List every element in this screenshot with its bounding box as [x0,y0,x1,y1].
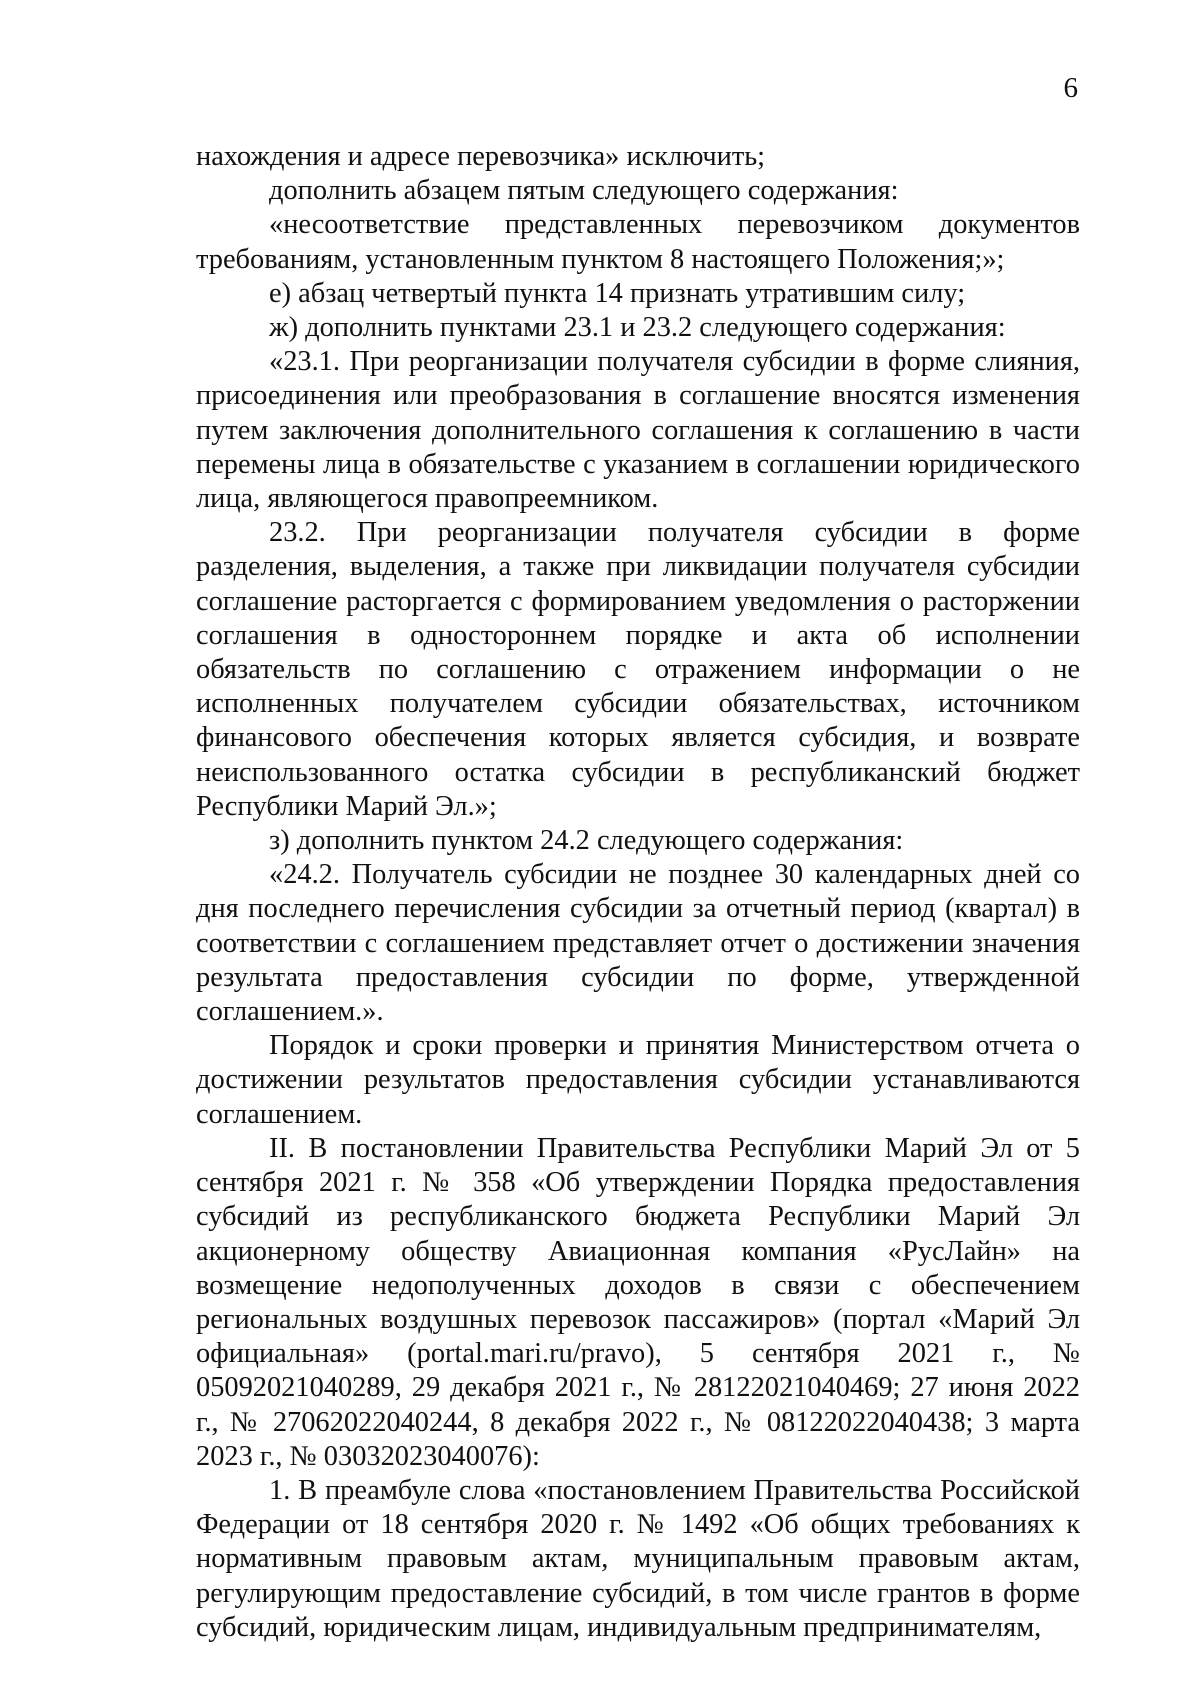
document-body [196,140,1080,1645]
paragraph-add-fifth-subparagraph: дополнить абзацем пятым следующего содержания: [269,175,899,207]
paragraph-item-e: е) абзац четвертый пункта 14 признать утратившим силу; [269,277,966,309]
paragraph-continuation: нахождения и адресе перевозчика» исключить; [196,141,766,172]
page-number: 6 [1063,72,1078,104]
paragraph-point-24-2: «24.2. Получатель субсидии не позднее 30 календарных дней со дня последнего перечисления субсидии за отчетный период (квартал) в соответствии с соглашением представляет отчет о достижении значения результата предоставления субсидии по форме, утвержденной соглашением.». [196,859,1080,1028]
paragraph-quoted-nonconformity: «несоответствие представленных перевозчиком документов требованиям, установленным пунктом 8 настоящего Положения;»; [196,209,1080,275]
paragraph-item-zh: ж) дополнить пунктами 23.1 и 23.2 следующего содержания: [269,312,1006,344]
paragraph-report-procedure: Порядок и сроки проверки и принятия Министерством отчета о достижении результатов предоставления субсидии устанавливаются соглашением. [196,1030,1080,1130]
paragraph-section-ii: II. В постановлении Правительства Республики Марий Эл от 5 сентября 2021 г. № 358 «Об утверждении Порядка предоставления субсидий из республиканского бюджета Республики Марий Эл акционерному обществу Авиационная компания «РусЛайн» на возмещение недополученных доходов в связи с обеспечением региональных воздушных перевозок пассажиров» (портал «Марий Эл официальная» (portal.mari.ru/pravo), 5 сентября 2021 г., № 05092021040289, 29 декабря 2021 г., № 28122021040469; 27 июня 2022 г., № 27062022040244, 8 декабря 2022 г., № 08122022040438; 3 марта 2023 г., № 03032023040076): [196,1132,1080,1472]
paragraph-point-23-2: 23.2. При реорганизации получателя субсидии в форме разделения, выделения, а также при ликвидации получателя субсидии соглашение расторгается с формированием уведомления о расторжении соглашения в одностороннем порядке и акта об исполнении обязательств по соглашению с отражением информации о не исполненных получателем субсидии обязательствах, источником финансового обеспечения которых является субсидия, и возврате неиспользованного остатка субсидии в республиканский бюджет Республики Марий Эл.»; [196,517,1080,822]
paragraph-item-z: з) дополнить пунктом 24.2 следующего содержания: [269,825,904,857]
paragraph-item-1-preamble: 1. В преамбуле слова «постановлением Правительства Российской Федерации от 18 сентября 2020 г. № 1492 «Об общих требованиях к нормативным правовым актам, муниципальным правовым актам, регулирующим предоставление субсидий, в том числе грантов в форме субсидий, юридическим лицам, индивидуальным предпринимателям, [196,1474,1080,1643]
paragraph-point-23-1: «23.1. При реорганизации получателя субсидии в форме слияния, присоединения или преобразования в соглашение вносятся изменения путем заключения дополнительного соглашения к соглашению в части перемены лица в обязательстве с указанием в соглашении юридического лица, являющегося правопреемником. [196,346,1080,515]
